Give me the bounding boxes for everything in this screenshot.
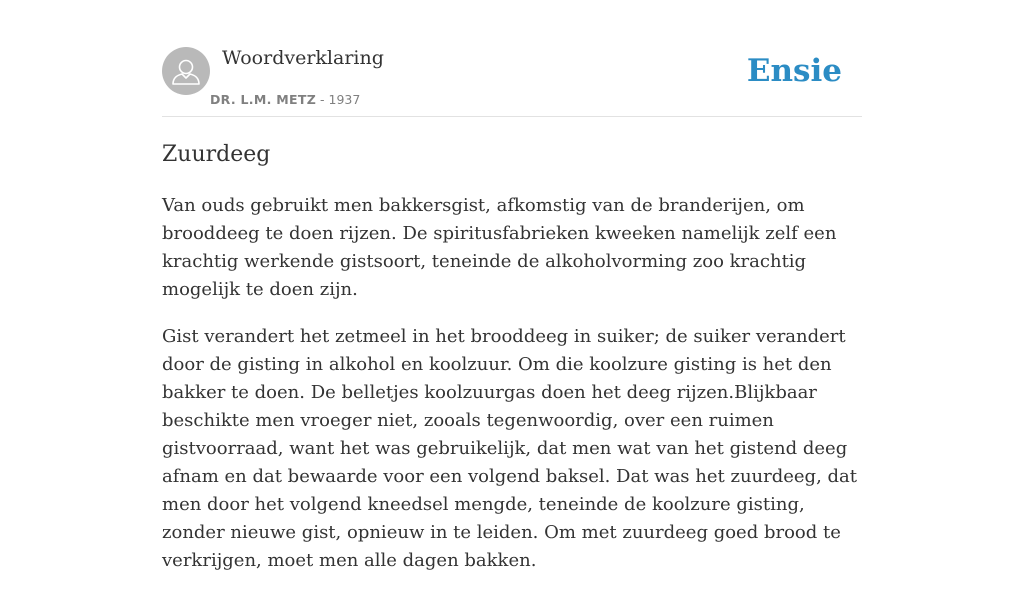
- author-avatar[interactable]: [162, 47, 210, 95]
- article-header: [162, 46, 862, 117]
- author-name[interactable]: DR. L.M. METZ: [210, 92, 317, 107]
- article-paragraph: Gist verandert het zetmeel in het brooddeeg in suiker; de suiker verandert door de gisting in alkohol en koolzuur. Om die koolzure gisting is het den bakker te doen. De belletjes koolzuurgas doen het deeg rijzen.Blijkbaar beschikte men vroeger niet, zooals tegenwoordig, over een ruimen gistvoorraad, want het was gebruikelijk, dat men wat van het gistend deeg afnam en dat bewaarde voor een volgend baksel. Dat was het zuurdeeg, dat men door het volgend kneedsel mengde, teneinde de koolzure gisting, zonder nieuwe gist, opnieuw in te leiden. Om met zuurdeeg goed brood te verkrijgen, moet men alle dagen bakken.: [162, 326, 858, 571]
- article-body: [162, 192, 862, 594]
- article-title: Zuurdeeg: [162, 142, 271, 167]
- article-paragraph: Van ouds gebruikt men bakkersgist, afkomstig van de branderijen, om brooddeeg te doen rijzen. De spiritusfabrieken kweeken namelijk zelf een krachtig werkende gistsoort, teneinde de alkoholvorming zoo krachtig mogelijk te doen zijn.: [162, 195, 837, 300]
- publication-year: 1937: [328, 92, 361, 107]
- ensie-logo-link[interactable]: Ensie: [746, 53, 842, 89]
- user-icon: [162, 47, 210, 95]
- source-separator: -: [316, 92, 329, 107]
- category-label: Woordverklaring: [222, 47, 384, 69]
- source-line: [210, 92, 360, 108]
